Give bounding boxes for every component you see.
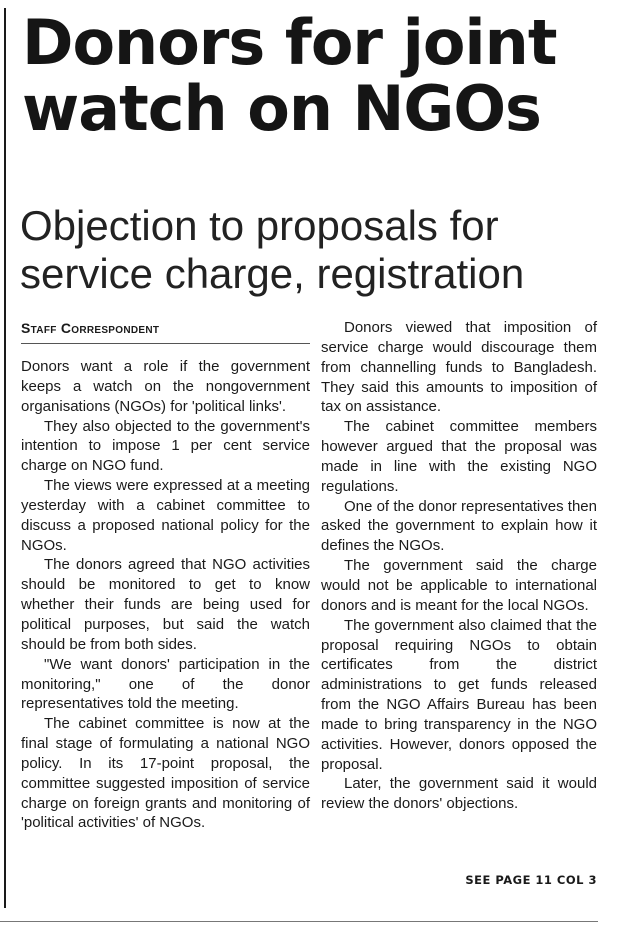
paragraph: "We want donors' participation in the monitoring," one of the donor representatives told the meeting. [21,655,310,713]
left-column-rule [4,8,6,908]
subheadline: Objection to proposals for service charge, registration [20,202,525,297]
paragraph: They also objected to the government's intention to impose 1 per cent service charge on NGO fund. [21,417,310,475]
bottom-rule [0,921,598,922]
paragraph: The government also claimed that the proposal requiring NGOs to obtain certificates from the district administrations to get funds released from the NGO Affairs Bureau has been made to bring transparency in the NGO activities. However, donors opposed the proposal. [321,616,597,773]
paragraph: The views were expressed at a meeting yesterday with a cabinet committee to discuss a proposed national policy for the NGOs. [21,477,310,554]
headline: Donors for joint watch on NGOs [22,6,557,145]
paragraph: Donors viewed that imposition of service charge would discourage them from channelling funds to Bangladesh. They said this amounts to imposition of tax on assistance. [321,319,597,416]
article-column-1 [21,357,310,833]
paragraph: Later, the government said it would review the donors' objections. [321,775,597,813]
paragraph: The cabinet committee is now at the final stage of formulating a national NGO policy. In its 17-point proposal, the committee suggested imposition of service charge on foreign grants and monitoring of 'political activities' of NGOs. [21,715,310,832]
article-column-2 [321,318,597,814]
paragraph: The donors agreed that NGO activities should be monitored to get to know whether their funds are being used for political purposes, but said the watch should be from both sides. [21,556,310,653]
byline: Staff Correspondent [21,320,160,336]
paragraph: The cabinet committee members however argued that the proposal was made in line with the existing NGO regulations. [321,418,597,495]
paragraph: The government said the charge would not be applicable to international donors and is meant for the local NGOs. [321,557,597,614]
paragraph: One of the donor representatives then asked the government to explain how it defines the NGOs. [321,497,597,555]
continuation-jump-line: SEE PAGE 11 COL 3 [465,873,597,887]
byline-divider [21,343,310,344]
paragraph: Donors want a role if the government keeps a watch on the nongovernment organisations (NGOs) for 'political links'. [21,358,310,415]
